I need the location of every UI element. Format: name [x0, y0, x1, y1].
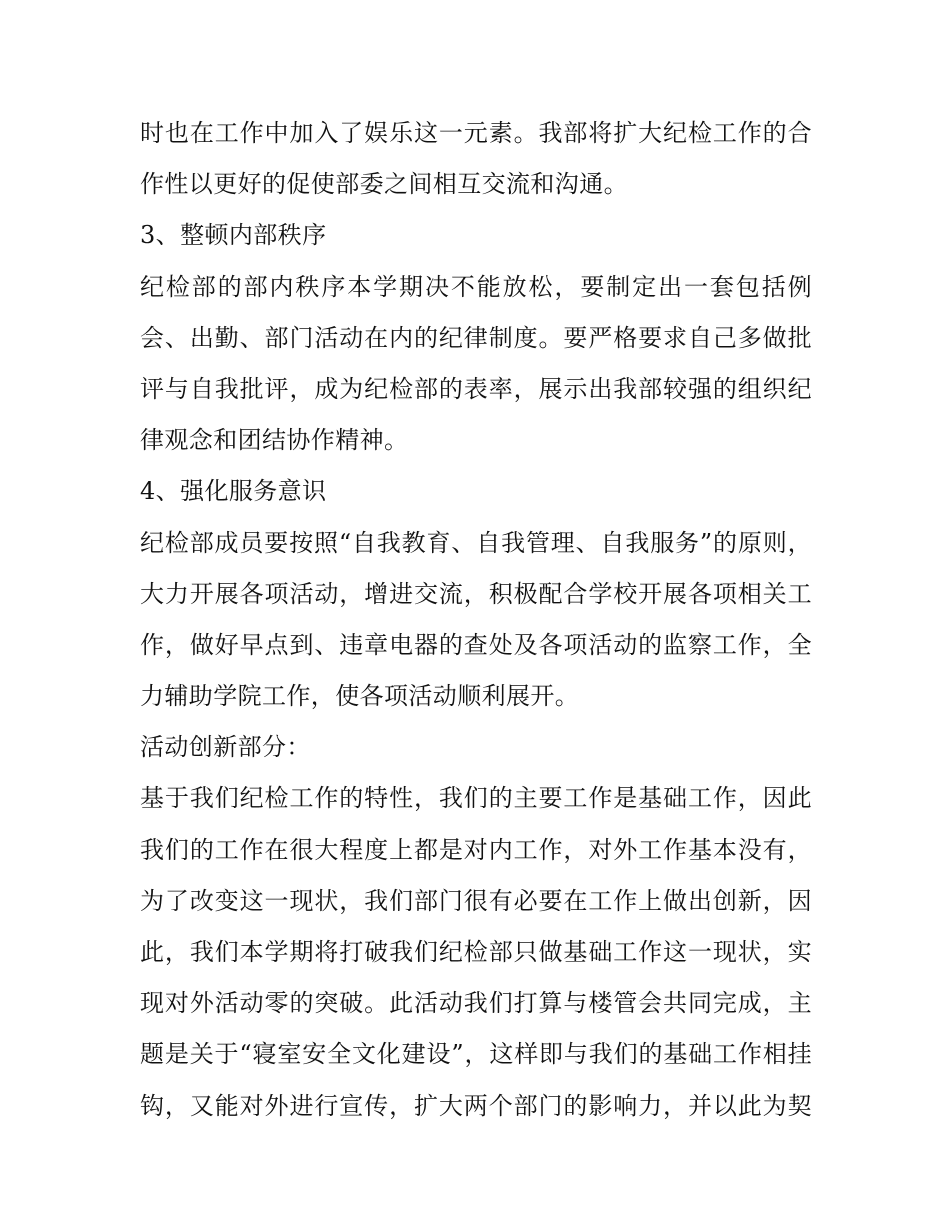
text-line: 作性以更好的促使部委之间相互交流和沟通。	[140, 170, 628, 199]
text-line: 律观念和团结协作精神。	[140, 426, 409, 455]
text-line: 纪检部的部内秩序本学期决不能放松，要制定出一套包括例	[140, 272, 812, 301]
text-line: 我们的工作在很大程度上都是对内工作，对外工作基本没有，	[140, 835, 812, 864]
document-body	[140, 108, 812, 1132]
text-line: 大力开展各项活动，增进交流，积极配合学校开展各项相关工	[140, 579, 812, 608]
text-line: 为了改变这一现状，我们部门很有必要在工作上做出创新，因	[140, 886, 812, 915]
text-line: 活动创新部分：	[140, 733, 311, 762]
text-line: 时也在工作中加入了娱乐这一元素。我部将扩大纪检工作的合	[140, 119, 812, 147]
text-line: 评与自我批评，成为纪检部的表率，展示出我部较强的组织纪	[140, 374, 812, 403]
text-line: 钩，又能对外进行宣传，扩大两个部门的影响力，并以此为契	[140, 1091, 812, 1120]
text-line: 纪检部成员要按照“自我教育、自我管理、自我服务”的原则，	[140, 528, 812, 557]
text-line: 基于我们纪检工作的特性，我们的主要工作是基础工作，因此	[140, 784, 812, 813]
text-line: 题是关于“寝室安全文化建设”，这样即与我们的基础工作相挂	[140, 1040, 812, 1069]
text-line: 会、出勤、部门活动在内的纪律制度。要严格要求自己多做批	[140, 323, 812, 352]
text-line: 4、强化服务意识	[140, 477, 327, 506]
text-line: 现对外活动零的突破。此活动我们打算与楼管会共同完成，主	[140, 989, 812, 1018]
text-line: 作，做好早点到、违章电器的查处及各项活动的监察工作，全	[140, 630, 812, 659]
text-line: 力辅助学院工作，使各项活动顺利展开。	[140, 682, 580, 711]
text-line: 此，我们本学期将打破我们纪检部只做基础工作这一现状，实	[140, 938, 812, 966]
text-line: 3、整顿内部秩序	[140, 221, 327, 250]
